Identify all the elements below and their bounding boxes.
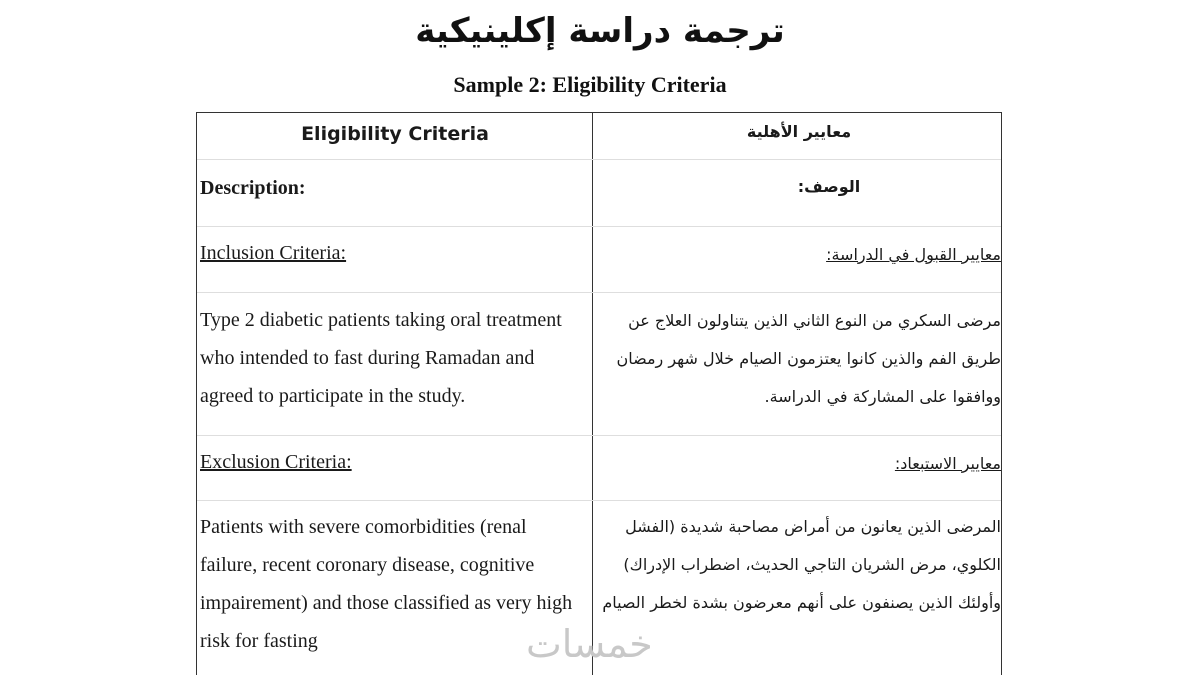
row-separator	[197, 159, 1001, 160]
inclusion-line-english: agreed to participate in the study.	[200, 385, 466, 407]
exclusion-line-english: Patients with severe comorbidities (renal	[200, 516, 527, 538]
eligibility-criteria-table	[196, 112, 1002, 675]
inclusion-heading-arabic: معايير القبول في الدراسة:	[826, 245, 1001, 264]
inclusion-body-arabic	[597, 302, 1001, 416]
row-separator	[197, 435, 1001, 436]
inclusion-line-english: who intended to fast during Ramadan and	[200, 347, 535, 369]
exclusion-body-arabic	[597, 508, 1001, 622]
inclusion-line-english: Type 2 diabetic patients taking oral treatment	[200, 309, 562, 331]
header-english: Eligibility Criteria	[301, 123, 489, 145]
column-divider	[592, 113, 593, 675]
exclusion-line-english: impairement) and those classified as very high	[200, 592, 573, 614]
exclusion-heading-arabic: معايير الاستبعاد:	[894, 454, 1001, 473]
page-title: ترجمة دراسة إكلينيكية	[415, 11, 785, 51]
description-label-english: Description:	[200, 177, 306, 199]
inclusion-body-english	[200, 301, 590, 415]
exclusion-line-english: failure, recent coronary disease, cognitive	[200, 554, 535, 576]
inclusion-line-arabic: مرضى السكري من النوع الثاني الذين يتناولون العلاج عن	[628, 311, 1001, 330]
row-separator	[197, 500, 1001, 501]
description-label-arabic: الوصف:	[797, 177, 861, 196]
exclusion-line-english: risk for fasting	[200, 630, 318, 652]
row-separator	[197, 226, 1001, 227]
exclusion-line-arabic: وأولئك الذين يصنفون على أنهم معرضون بشدة لخطر الصيام	[602, 593, 1001, 612]
header-arabic: معايير الأهلية	[746, 122, 852, 141]
inclusion-line-arabic: ووافقوا على المشاركة في الدراسة.	[764, 387, 1001, 406]
exclusion-line-arabic: المرضى الذين يعانون من أمراض مصاحبة شديدة (الفشل	[625, 517, 1001, 536]
exclusion-heading-english: Exclusion Criteria:	[200, 451, 352, 473]
inclusion-heading-english: Inclusion Criteria:	[200, 242, 347, 264]
row-separator	[197, 292, 1001, 293]
exclusion-line-arabic: الكلوي، مرض الشريان التاجي الحديث، اضطراب الإدراك)	[623, 555, 1001, 574]
page-subtitle: Sample 2: Eligibility Criteria	[453, 72, 727, 97]
inclusion-line-arabic: طريق الفم والذين كانوا يعتزمون الصيام خلال شهر رمضان	[616, 349, 1001, 368]
khamsat-watermark: خمسات	[526, 622, 653, 666]
